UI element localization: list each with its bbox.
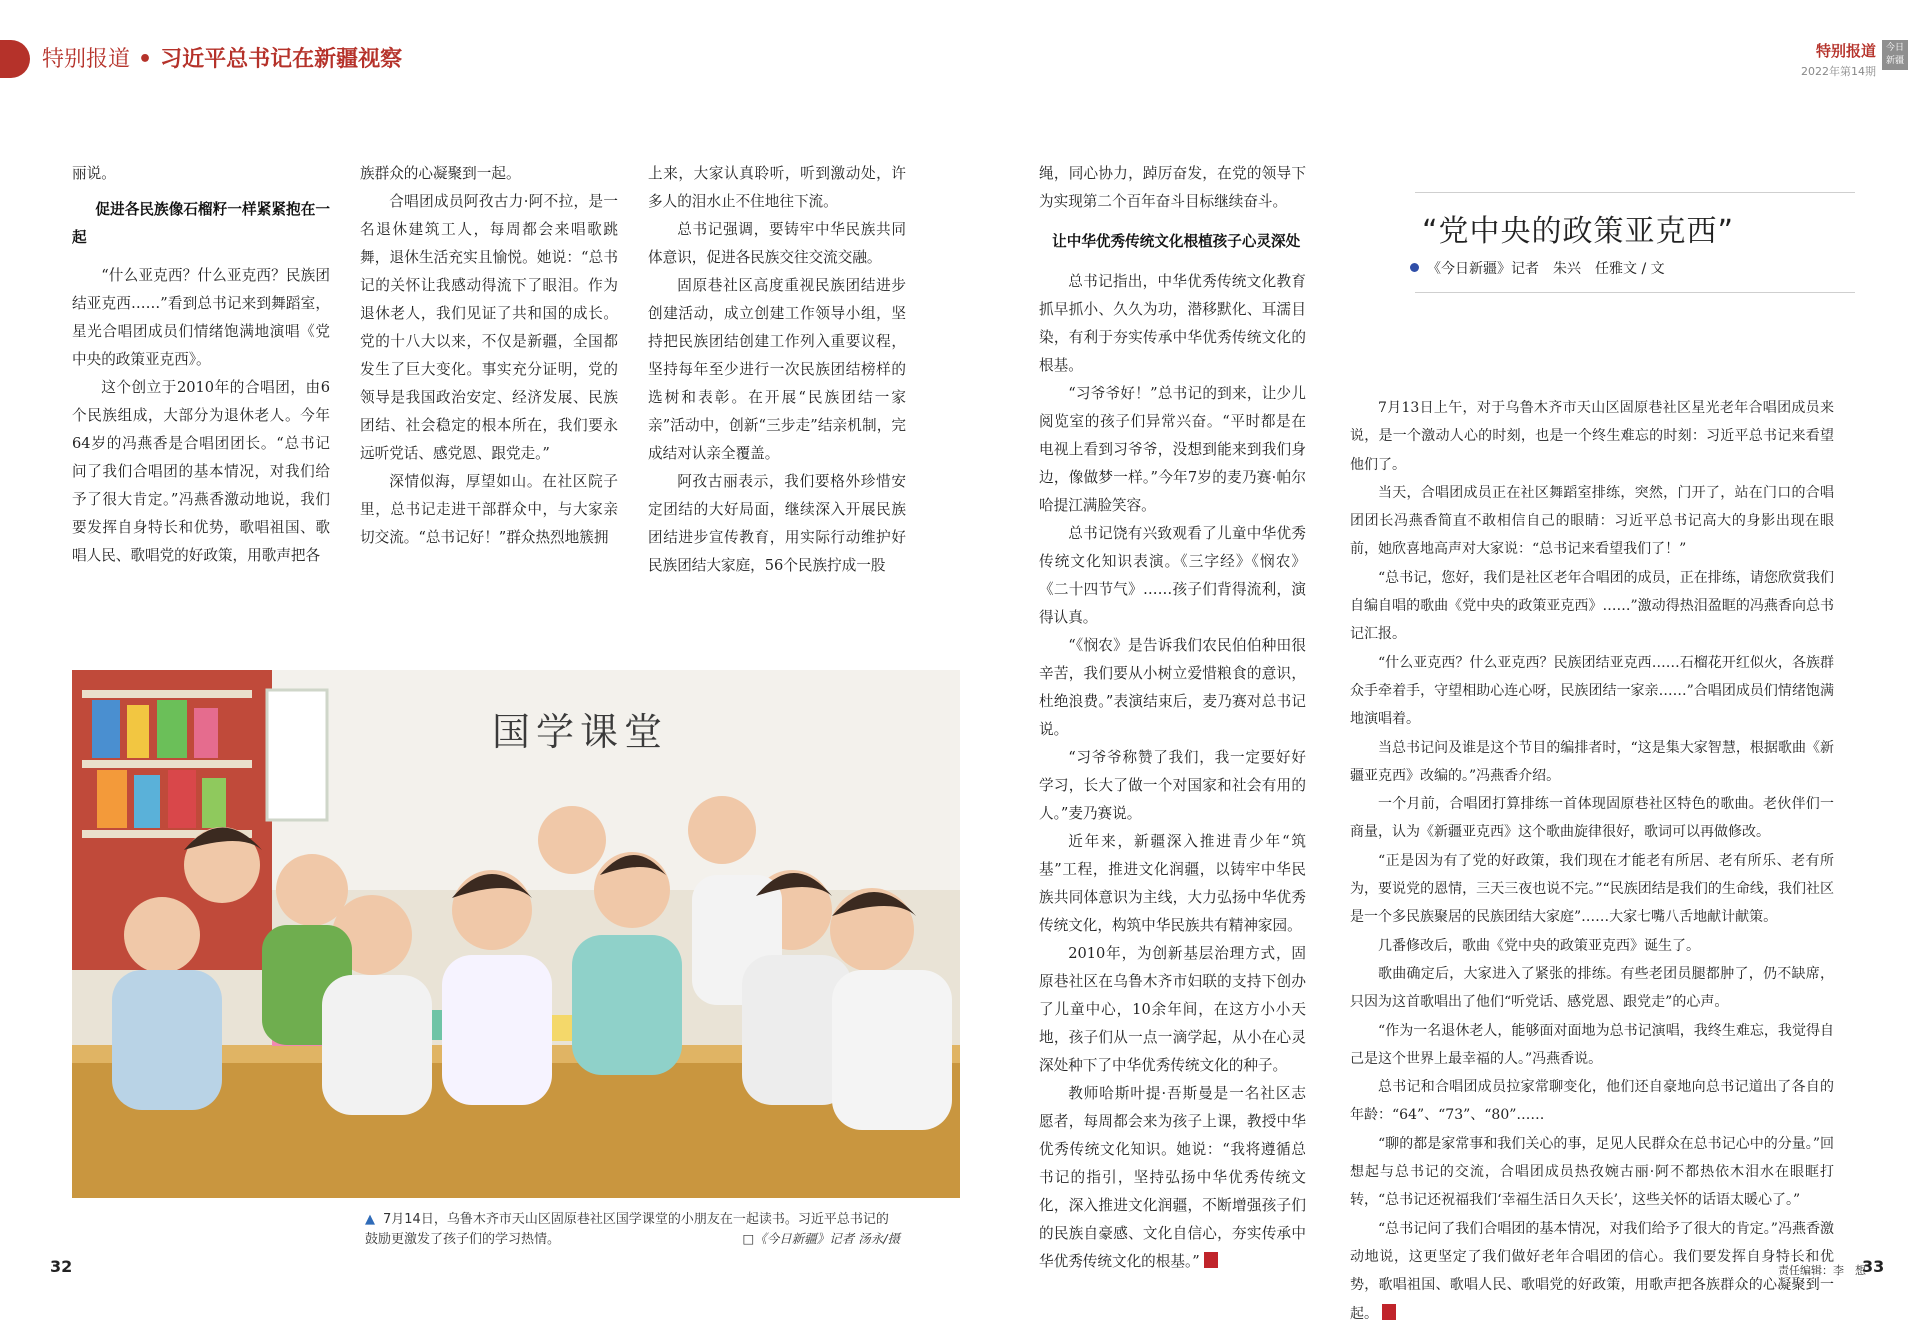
paragraph: 几番修改后，歌曲《党中央的政策亚克西》诞生了。: [1378, 937, 1700, 954]
running-header-left: [42, 42, 402, 73]
paragraph: 上来，大家认真聆听，听到激动处，许多人的泪水止不住地往下流。: [648, 165, 906, 210]
subheading: 让中华优秀传统文化根植孩子心灵深处: [1052, 233, 1301, 250]
header-section-label: 特别报道: [42, 47, 131, 72]
paragraph: 合唱团成员阿孜古力·阿不拉，是一名退休建筑工人，每周都会来唱歌跳舞，退休生活充实且愉悦。她说：“总书记的关怀让我感动得流下了眼泪。作为退休老人，我们见证了共和国的成长。党的十八大以来，不仅是新疆，全国都发生了巨大变化。事实充分证明，党的领导是我国政治安定、经济发展、民族团结、社会稳定的根本所在，我们要永远听党话、感党恩、跟党走。”: [360, 193, 618, 462]
paragraph: [1350, 1215, 1834, 1328]
header-title: 习近平总书记在新疆视察: [160, 47, 403, 72]
byline: [1410, 258, 1665, 278]
paragraph: 深情似海，厚望如山。在社区院子里，总书记走进干部群众中，与大家亲切交流。“总书记好！”群众热烈地簇拥: [360, 473, 618, 546]
paragraph: “作为一名退休老人，能够面对面地为总书记演唱，我终生难忘，我觉得自己是这个世界上最幸福的人。”冯燕香说。: [1350, 1022, 1834, 1067]
paragraph: 总书记和合唱团成员拉家常聊变化，他们还自豪地向总书记道出了各自的年龄：“64”、“73”、“80”……: [1350, 1079, 1834, 1124]
paragraph: 总书记饶有兴致观看了儿童中华优秀传统文化知识表演。《三字经》《悯农》《二十四节气》……孩子们背得流利，演得认真。: [1039, 525, 1306, 626]
header-section-label-right: 特别报道: [1815, 42, 1876, 60]
paragraph: 总书记强调，要铸牢中华民族共同体意识，促进各民族交往交流交融。: [648, 221, 906, 266]
left-page: [0, 0, 960, 1307]
paragraph: 这个创立于2010年的合唱团，由6个民族组成，大部分为退休老人。今年64岁的冯燕香是合唱团团长。“总书记问了我们合唱团的基本情况，对我们给予了很大肯定。”冯燕香激动地说，我们要发挥自身特长和优势，歌唱祖国、歌唱人民、歌唱党的好政策，用歌声把各: [72, 379, 330, 564]
paragraph: “习爷爷称赞了我们，我一定要好好学习，长大了做一个对国家和社会有用的人。”麦乃赛说。: [1039, 749, 1306, 822]
text-column-4: [1039, 160, 1306, 1276]
byline-bullet-icon: [1410, 263, 1419, 272]
photo-credit: □《今日新疆》记者 汤永/摄: [742, 1231, 900, 1246]
paragraph: “正是因为有了党的好政策，我们现在才能老有所居、老有所乐、老有所为，要说党的恩情，三天三夜也说不完。”“民族团结是我们的生命线，我们社区是一个多民族聚居的民族团结大家庭”……大家七嘴八舌地献计献策。: [1350, 852, 1834, 926]
classroom-photo: [72, 670, 970, 1198]
sign-text: 国学课堂: [492, 710, 669, 754]
sidebar-article-title: “党中央的政策亚克西”: [1422, 214, 1735, 249]
text-column-1: [72, 160, 330, 570]
issue-number: 2022年第14期: [1801, 65, 1876, 78]
paragraph: “什么亚克西？什么亚克西？民族团结亚克西……石榴花开红似火，各族群众手牵着手，守望相助心连心呀，民族团结一家亲……”合唱团成员们情绪饱满地演唱着。: [1350, 654, 1834, 728]
paragraph: 丽说。: [72, 165, 116, 182]
paragraph: “什么亚克西？什么亚克西？民族团结亚克西……”看到总书记来到舞蹈室，星光合唱团成员们情绪饱满地演唱《党中央的政策亚克西》。: [72, 267, 330, 368]
paragraph: 近年来，新疆深入推进青少年“筑基”工程，推进文化润疆，以铸牢中华民族共同体意识为主线，大力弘扬中华优秀传统文化，构筑中华民族共有精神家园。: [1039, 833, 1306, 934]
paragraph-text: “总书记问了我们合唱团的基本情况，对我们给予了很大的肯定。”冯燕香激动地说，这更坚定了我们做好老年合唱团的信心。我们要发挥自身特长和优势，歌唱祖国、歌唱人民、歌唱党的好政策，用歌声把各族群众的心凝聚到一起。: [1350, 1220, 1834, 1322]
caption-text: 7月14日，乌鲁木齐市天山区固原巷社区国学课堂的小朋友在一起读书。习近平总书记的鼓励更激发了孩子们的学习热情。: [365, 1212, 889, 1247]
paragraph: 7月13日上午，对于乌鲁木齐市天山区固原巷社区星光老年合唱团成员来说，是一个激动人心的时刻，也是一个终生难忘的时刻：习近平总书记来看望他们了。: [1350, 400, 1834, 473]
paragraph: “习爷爷好！”总书记的到来，让少儿阅览室的孩子们异常兴奋。“平时都是在电视上看到习爷爷，没想到能来到我们身边，像做梦一样。”今年7岁的麦乃赛·帕尔哈提江满脸笑容。: [1039, 385, 1306, 514]
responsible-editor: 责任编辑：李 想: [1778, 1264, 1866, 1277]
paragraph: “总书记，您好，我们是社区老年合唱团的成员，正在排练，请您欣赏我们自编自唱的歌曲《党中央的政策亚克西》……”激动得热泪盈眶的冯燕香向总书记汇报。: [1350, 569, 1834, 643]
paragraph: [1039, 1080, 1306, 1276]
paragraph: 族群众的心凝聚到一起。: [360, 165, 521, 182]
paragraph: 一个月前，合唱团打算排练一首体现固原巷社区特色的歌曲。老伙伴们一商量，认为《新疆亚克西》这个歌曲旋律很好，歌词可以再做修改。: [1350, 796, 1834, 841]
paragraph: 当天，合唱团成员正在社区舞蹈室排练，突然，门开了，站在门口的合唱团团长冯燕香简直不敢相信自己的眼睛：习近平总书记高大的身影出现在眼前，她欣喜地高声对大家说：“总书记来看望我们了！”: [1350, 484, 1834, 558]
paragraph: 阿孜古丽表示，我们要格外珍惜安定团结的大好局面，继续深入开展民族团结进步宣传教育，用实际行动维护好民族团结大家庭，56个民族拧成一股: [648, 473, 906, 574]
right-page: [960, 0, 1920, 1322]
end-mark-icon: [1382, 1304, 1396, 1320]
sidebar-article-body: [1350, 394, 1834, 1328]
magazine-logo: 今日新疆: [1882, 40, 1908, 70]
text-column-2: [360, 160, 618, 552]
caption-triangle-icon: ▲: [365, 1212, 375, 1227]
paragraph-text: 教师哈斯叶提·吾斯曼是一名社区志愿者，每周都会来为孩子上课，教授中华优秀传统文化知识。她说：“我将遵循总书记的指引，坚持弘扬中华优秀传统文化，深入推进文化润疆，不断增强孩子们的民族自豪感、文化自信心，夯实传承中华优秀传统文化的根基。”: [1039, 1085, 1306, 1270]
title-rule-bottom: [1415, 292, 1855, 293]
paragraph: 绳，同心协力，踔厉奋发，在党的领导下为实现第二个百年奋斗目标继续奋斗。: [1039, 165, 1306, 210]
paragraph: 总书记指出，中华优秀传统文化教育抓早抓小、久久为功，潜移默化、耳濡目染，有利于夯实传承中华优秀传统文化的根基。: [1039, 273, 1306, 374]
paragraph: 2010年，为创新基层治理方式，固原巷社区在乌鲁木齐市妇联的支持下创办了儿童中心，10余年间，在这方小小天地，孩子们从一点一滴学起，从小在心灵深处种下了中华优秀传统文化的种子。: [1039, 945, 1306, 1074]
section-tab-marker: [0, 40, 30, 78]
header-dot: •: [138, 47, 153, 72]
paragraph: 固原巷社区高度重视民族团结进步创建活动，成立创建工作领导小组，坚持把民族团结创建工作列入重要议程，坚持每年至少进行一次民族团结榜样的选树和表彰。在开展“民族团结一家亲”活动中，创新“三步走”结亲机制，完成结对认亲全覆盖。: [648, 277, 906, 462]
running-header-right: [1801, 40, 1876, 79]
subheading: 促进各民族像石榴籽一样紧紧抱在一起: [72, 201, 330, 246]
page-number-left: 32: [50, 1257, 73, 1276]
text-column-3: [648, 160, 906, 580]
byline-text: 《今日新疆》记者 朱兴 任雅文 / 文: [1427, 261, 1665, 277]
paragraph: 歌曲确定后，大家进入了紧张的排练。有些老团员腿都肿了，仍不缺席，只因为这首歌唱出了他们“听党话、感党恩、跟党走”的心声。: [1350, 965, 1834, 1011]
title-rule-top: [1415, 192, 1855, 193]
page-number-right: 33: [1862, 1257, 1885, 1276]
paragraph: 当总书记问及谁是这个节目的编排者时，“这是集大家智慧，根据歌曲《新疆亚克西》改编的。”冯燕香介绍。: [1350, 739, 1834, 784]
paragraph: “《悯农》是告诉我们农民伯伯种田很辛苦，我们要从小树立爱惜粮食的意识，杜绝浪费。”表演结束后，麦乃赛对总书记说。: [1039, 637, 1306, 738]
paragraph: “聊的都是家常事和我们关心的事，足见人民群众在总书记心中的分量。”回想起与总书记的交流，合唱团成员热孜婉古丽·阿不都热依木泪水在眼眶打转，“总书记还祝福我们‘幸福生活日久天长’，这些关怀的话语太暖心了。”: [1350, 1135, 1834, 1209]
end-mark-icon: [1204, 1252, 1218, 1268]
